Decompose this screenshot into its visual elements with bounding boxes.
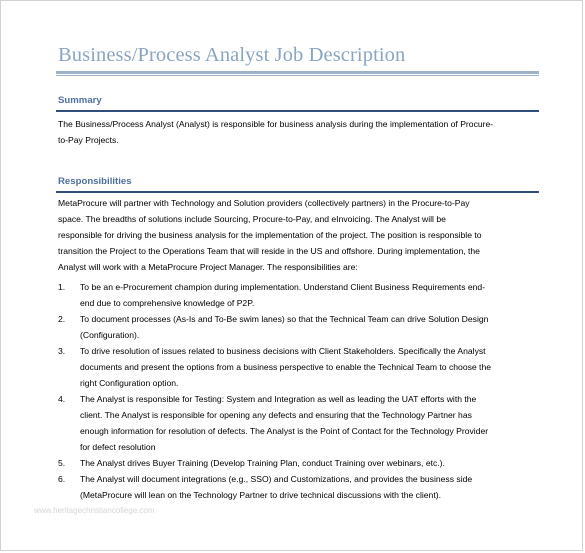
list-item	[58, 311, 538, 343]
list-item-line: To document processes (As-Is and To-Be swim lanes) so that the Technical Team can drive Solution Design	[80, 314, 489, 324]
list-item-line: (Configuration).	[80, 330, 140, 340]
list-item	[58, 455, 538, 471]
list-item-line: (MetaProcure will lean on the Technology Partner to drive technical discussions with the client).	[80, 490, 441, 500]
intro-line: space. The breadths of solutions include Sourcing, Procure-to-Pay, and eInvoicing. The Analyst will be	[58, 214, 446, 224]
intro-line: transition the Project to the Operations Team that will reside in the US and offshore. During implementation, the	[58, 246, 480, 256]
list-item	[58, 471, 538, 503]
list-item-line: right Configuration option.	[80, 378, 179, 388]
list-item-number: 6.	[58, 474, 66, 484]
summary-line: The Business/Process Analyst (Analyst) is responsible for business analysis during the implementation of Procure-	[58, 119, 494, 129]
list-item	[58, 343, 538, 391]
list-item-line: client. The Analyst is responsible for opening any defects and ensuring that the Technology Partner has	[80, 410, 472, 420]
title-rule	[56, 71, 539, 74]
summary-text	[58, 116, 538, 148]
list-item	[58, 391, 538, 455]
list-item-line: The Analyst is responsible for Testing: System and Integration as well as leading the UAT efforts with the	[80, 394, 477, 404]
responsibilities-heading: Responsibilities	[58, 176, 132, 187]
list-item-number: 5.	[58, 458, 66, 468]
list-item-line: for defect resolution	[80, 442, 156, 452]
list-item-line: To be an e-Procurement champion during implementation. Understand Client Business Requirements end-	[80, 282, 486, 292]
document-title: Business/Process Analyst Job Description	[58, 44, 406, 66]
title-rule-thin	[56, 75, 539, 76]
list-item-line: To drive resolution of issues related to business decisions with Client Stakeholders. Specifically the Analyst	[80, 346, 486, 356]
list-item-line: The Analyst drives Buyer Training (Develop Training Plan, conduct Training over webinars, etc.).	[80, 458, 445, 468]
responsibilities-intro	[58, 195, 538, 275]
list-item-line: end due to comprehensive knowledge of P2P.	[80, 298, 255, 308]
summary-rule	[56, 110, 539, 112]
intro-line: MetaProcure will partner with Technology and Solution providers (collectively partners) in the Procure-to-Pay	[58, 198, 470, 208]
watermark: www.heritagechristiancollege.com	[34, 506, 155, 515]
summary-line: to-Pay Projects.	[58, 135, 119, 145]
list-item-line: The Analyst will document integrations (e.g., SSO) and Customizations, and provides the business side	[80, 474, 473, 484]
list-item-number: 1.	[58, 282, 66, 292]
intro-line: Analyst will work with a MetaProcure Project Manager. The responsibilities are:	[58, 262, 358, 272]
list-item-line: enough information for resolution of defects. The Analyst is the Point of Contact for the Technology Provider	[80, 426, 489, 436]
list-item	[58, 279, 538, 311]
responsibilities-list	[58, 279, 538, 503]
intro-line: responsible for driving the business analysis for the implementation of the project. The position is responsible to	[58, 230, 482, 240]
list-item-number: 3.	[58, 346, 66, 356]
summary-heading: Summary	[58, 95, 102, 106]
responsibilities-rule	[56, 191, 539, 193]
list-item-line: documents and present the options from a business perspective to enable the Technical Team to choose the	[80, 362, 492, 372]
list-item-number: 2.	[58, 314, 66, 324]
list-item-number: 4.	[58, 394, 66, 404]
